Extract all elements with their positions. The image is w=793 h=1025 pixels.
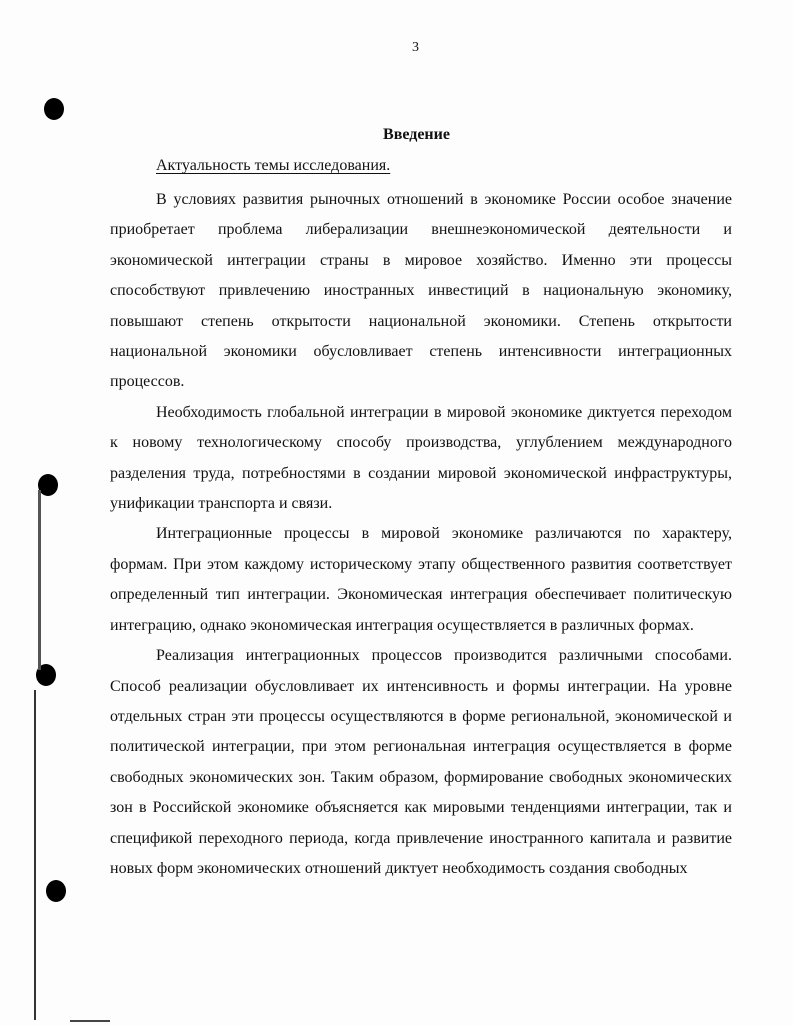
punch-hole-2 [38,474,58,496]
page-number: 3 [412,40,419,55]
scan-edge-line [38,490,41,670]
body-text [110,185,732,884]
paragraph-1: В условиях развития рыночных отношений в экономике России особое значение приобретает проблема либерализации внешнеэкономической деятельности и экономической интеграции страны в мировое хозяйство. Именно эти процессы способствуют привлечению иностранных инвестиций в национальную экономику, повышают степень открытости национальной экономики. Степень открытости национальной экономики обусловливает степень интенсивности интеграционных процессов. [110,191,732,391]
paragraph-3: Интеграционные процессы в мировой экономике различаются по характеру, формам. При этом каждому историческому этапу общественного развития соответствует определенный тип интеграции. Экономическая интеграция обеспечивает политическую интеграцию, однако экономическая интеграция осуществляется в различных формах. [110,525,732,634]
punch-hole-1 [44,98,64,120]
paragraph-4: Реализация интеграционных процессов производится различными способами. Способ реализации обусловливает их интенсивность и формы интеграции. На уровне отдельных стран эти процессы осуществляются в форме региональной, экономической и политической интеграции, при этом региональная интеграция осуществляется в форме свободных экономических зон. Таким образом, формирование свободных экономических зон в Российской экономике объясняется как мировыми тенденциями интеграции, так и спецификой переходного периода, когда привлечение иностранного капитала и развитие новых форм экономических отношений диктует необходимость создания свободных [110,647,732,877]
punch-hole-4 [46,880,66,902]
scan-edge-line-lower [34,690,36,1020]
scan-edge-mark [70,1020,110,1022]
section-subheading: Актуальность темы исследования. [156,157,391,174]
paragraph-2: Необходимость глобальной интеграции в мировой экономике диктуется переходом к новому технологическому способу производства, углублением международного разделения труда, потребностями в создании мировой экономической инфраструктуры, унификации транспорта и связи. [110,403,732,513]
section-heading: Введение [383,126,450,143]
